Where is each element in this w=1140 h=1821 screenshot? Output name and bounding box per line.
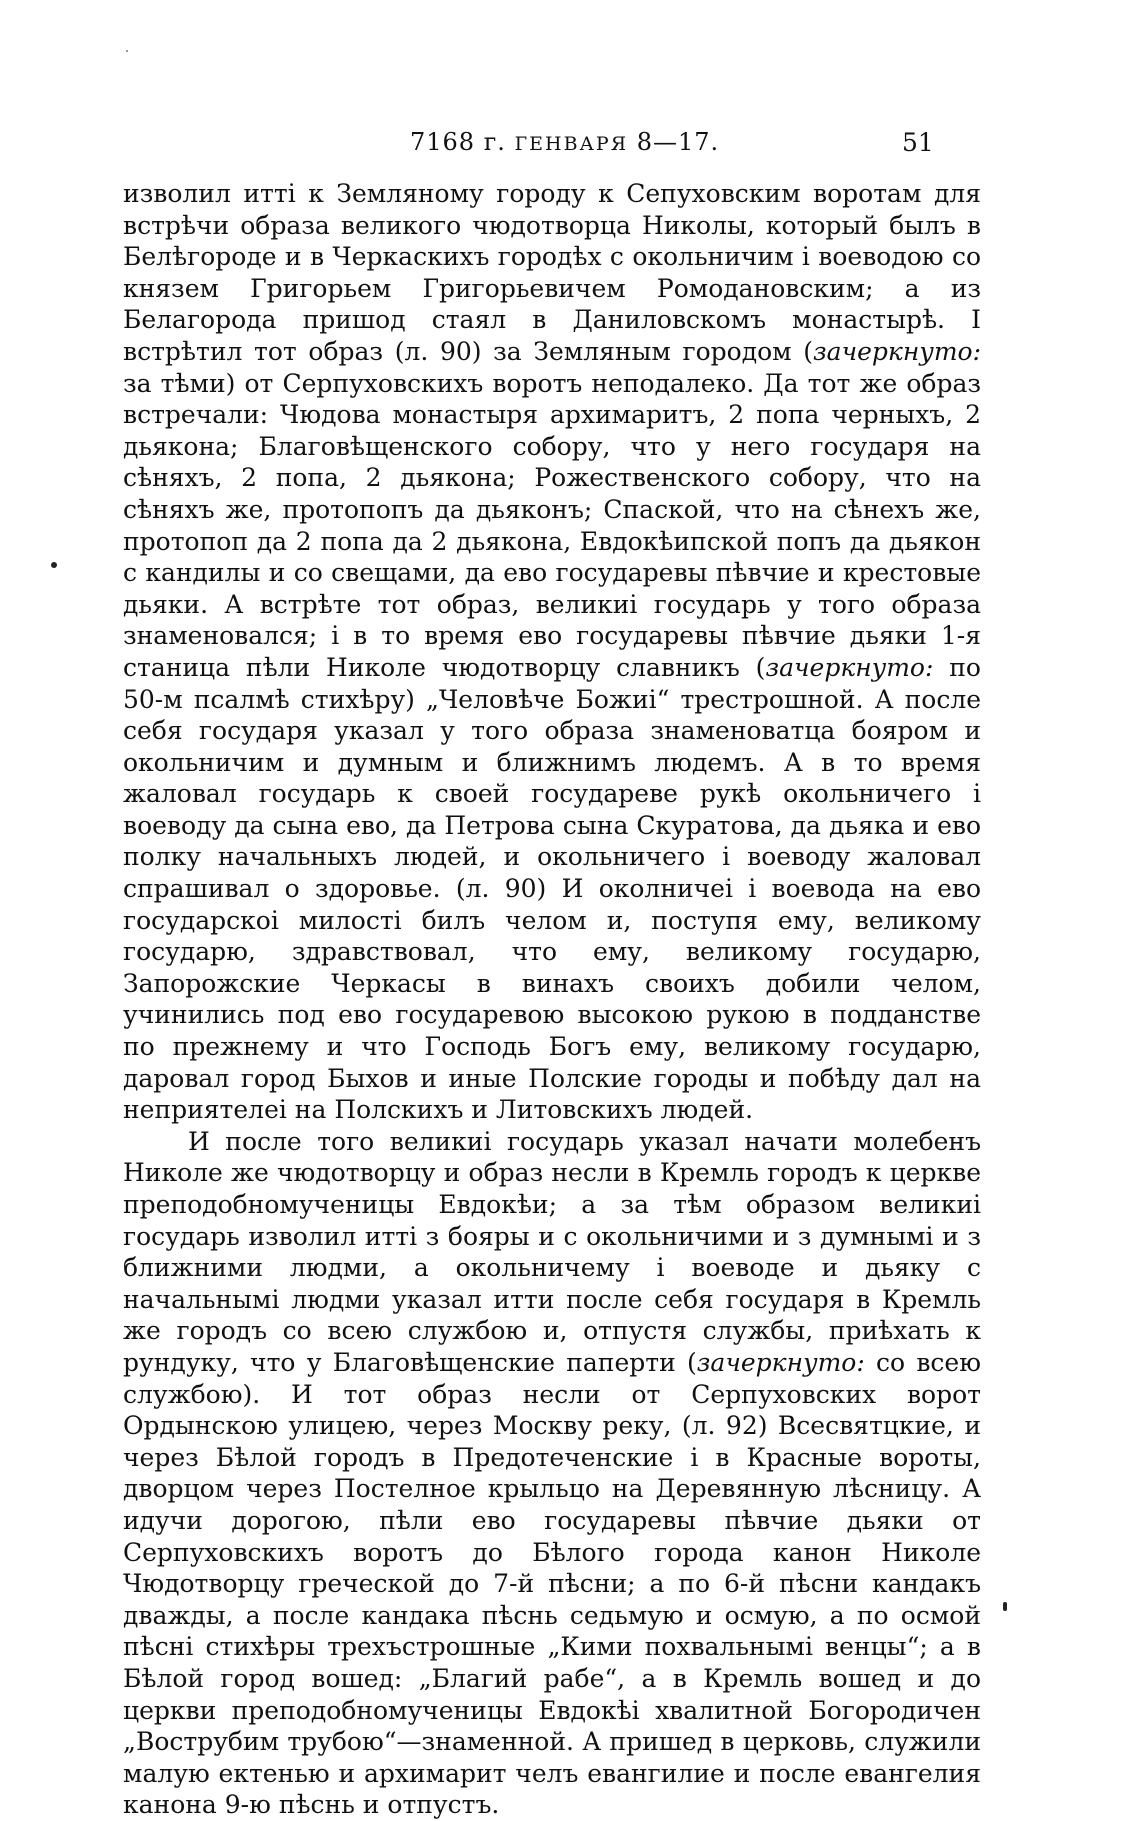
text-segment: за тѣми) от Серпуховскихъ воротъ неподалеко. Да тот же образ встречали: Чюдова монастыря архимаритъ, 2 попа черныхъ, 2 дьякона; Благовѣщенского собору, что у него государя на сѣняхъ, 2 попа, 2 дьякона; Рожественского собору, что на сѣняхъ же, протопопъ да дьяконъ; Спаской, что на сѣнехъ же, протопоп да 2 попа да 2 дьякона, Евдокѣипской попъ да дьякон с кандилы и со свещами, да ево государевы пѣвчие и крестовые дьяки. А встрѣте тот образ, великиі государь у того образа знаменовался; і в то время ево государевы пѣвчие дьяки 1-я станица пѣли Николе чюдотворцу славникъ ( — [123, 368, 981, 682]
running-header — [410, 128, 719, 156]
text-segment: со всею службою). И тот образ несли от Серпуховских ворот Ордынскою улицею, через Москву реку, (л. 92) Всесвятцкие, и через Бѣлой городъ в Предотеченские і в Красные вороты, дворцом через Постелное крыльцо на Деревянную лѣсницу. А идучи дорогою, пѣли ево государевы пѣвчие дьяки от Серпуховскихъ воротъ до Бѣлого города канон Николе Чюдотворцу греческой до 7-й пѣсни; а по 6-й пѣсни кандакъ дважды, а после кандака пѣснь седьмую и осмую, а по осмой пѣсні стихѣры трехъстрошные „Кими похвальнымі венцы“; а в Бѣлой город вошед: „Благий рабе“, а в Кремль вошед и до церкви преподобномученицы Евдокѣі хвалитной Богородичен „Вострубим трубою“—знаменной. А пришед в церковь, служили малую ектенью и архимарит челъ евангилие и после евангелия канона 9-ю пѣснь и отпустъ. — [123, 1347, 981, 1820]
header-year: 7168 г. — [410, 128, 506, 156]
page-number: 51 — [902, 128, 934, 157]
text-segment: изволил итті к Земляному городу к Сепуховским воротам для встрѣчи образа великого чюдотворца Николы, который былъ в Белѣгороде и в Черкаскихъ городѣх с окольничим і воеводою со князем Григорьем Григорьевичем Ромодановским; а из Белагорода пришод стаял в Даниловскомъ монастырѣ. І встрѣтил тот образ (л. 90) за Земляным городом ( — [123, 179, 981, 366]
editorial-note: зачеркнуто: — [696, 1347, 865, 1377]
header-month: ГЕНВАРЯ — [514, 133, 629, 155]
margin-mark-right — [1003, 1602, 1007, 1611]
margin-mark-left — [51, 562, 57, 568]
editorial-note: зачеркнуто: — [765, 652, 934, 682]
editorial-note: зачеркнуто: — [813, 336, 981, 366]
text-segment: И после того великиі государь указал начати молебенъ Николе же чюдотворцу и образ несли в Кремль городъ к церкве преподобномученицы Евдокѣи; а за тѣм образом великиі государь изволил итті з бояры и с окольничими и з думнымі и з ближними людми, а окольничему і воеводе и дьяку с начальнымі людми указал итти после себя государя в Кремль же городъ со всею службою и, отпустя службы, приѣхать к рундуку, что у Благовѣщенские паперти ( — [123, 1126, 981, 1377]
header-dates: 8—17. — [636, 128, 720, 156]
scan-speck — [126, 50, 128, 52]
paragraph — [123, 1126, 981, 1821]
body-text — [123, 178, 981, 1821]
text-segment: по 50-м псалмѣ стихѣру) „Человѣче Божиі“ трестрошной. А после себя государя указал у того образа знаменоватца бояром и окольничим и думным и ближнимъ людемъ. А в то время жаловал государь к своей государеве рукѣ окольничего і воеводу да сына ево, да Петрова сына Скуратова, да дьяка и ево полку начальныхъ людей, и окольничего і воеводу жаловал спрашивал о здоровье. (л. 90) И околничеі і воевода на ево государскоі милості билъ челом и, поступя ему, великому государю, здравствовал, что ему, великому государю, Запорожские Черкасы в винахъ своихъ добили челом, учинились под ево государевою высокою рукою в подданстве по прежнему и что Господь Богъ ему, великому государю, даровал город Быхов и иные Полские городы и побѣду дал на неприятелеі на Полскихъ и Литовскихъ людей. — [123, 652, 981, 1125]
paragraph — [123, 178, 981, 1126]
